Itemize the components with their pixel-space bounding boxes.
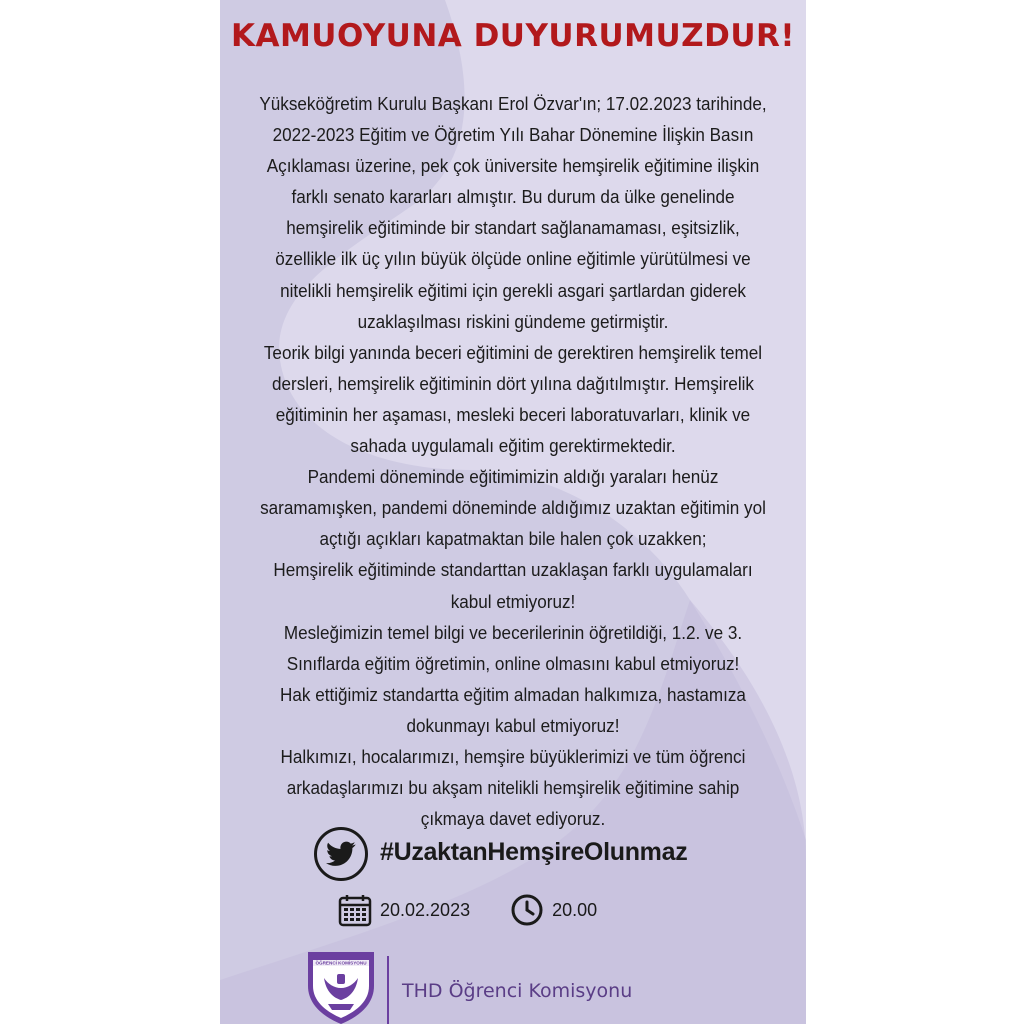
paragraph: Hak ettiğimiz standartta eğitim almadan halkımıza, hastamıza dokunmayı kabul etmiyoruz! (280, 683, 746, 736)
twitter-icon (314, 827, 368, 881)
paragraph: Mesleğimizin temel bilgi ve becerilerinin öğretildiği, 1.2. ve 3. Sınıflarda eğitim öğretimin, online olmasını kabul etmiyoruz! (283, 621, 743, 674)
divider (387, 956, 389, 1024)
event-info (338, 892, 597, 928)
paragraph: Yükseköğretim Kurulu Başkanı Erol Özvar'ın; 17.02.2023 tarihinde, 2022-2023 Eğitim ve Öğretim Yılı Bahar Dönemine İlişkin Basın Açıklaması üzerine, pek çok üniversite hemşirelik eğitimine ilişkin farklı senato kararları almıştır. Bu durum da ülke genelinde hemşirelik eğitiminde bir standart sağlanamaması, eşitsizlik, özellikle ilk üç yılın büyük ölçüde online eğitimle yürütülmesi ve nitelikli hemşirelik eğitimi için gerekli asgari şartlardan giderek uzaklaşılması riskini gündeme getirmiştir. (259, 93, 767, 332)
paragraph: Pandemi döneminde eğitimimizin aldığı yaraları henüz saramamışken, pandemi döneminde aldığımız uzaktan eğitimin yol açtığı açıkları kapatmaktan bile halen çok uzakken; (260, 466, 766, 550)
paragraph: Halkımızı, hocalarımızı, hemşire büyüklerimizi ve tüm öğrenci arkadaşlarımızı bu akşam nitelikli hemşirelik eğitimine sahip çıkmaya davet ediyoruz. (280, 745, 746, 830)
announcement-body (254, 88, 771, 834)
organization-name: THD Öğrenci Komisyonu (402, 980, 633, 1002)
logo-shield (304, 948, 378, 1024)
event-time: 20.00 (552, 899, 598, 920)
clock-icon (510, 893, 544, 927)
poster (220, 0, 806, 1024)
hashtag: #UzaktanHemşireOlunmaz (380, 838, 688, 866)
event-date: 20.02.2023 (380, 899, 471, 920)
paragraph: Hemşirelik eğitiminde standarttan uzaklaşan farklı uygulamaları kabul etmiyoruz! (273, 559, 753, 612)
calendar-icon (338, 893, 372, 927)
page-title: KAMUOYUNA DUYURUMUZDUR! (230, 18, 796, 54)
logo-text: ÖĞRENCİ KOMİSYONU (315, 960, 367, 966)
paragraph: Teorik bilgi yanında beceri eğitimini de gerektiren hemşirelik temel dersleri, hemşirelik eğitiminin dört yılına dağıtılmıştır. Hemşirelik eğitiminin her aşaması, mesleki beceri laboratuvarları, klinik ve sahada uygulamalı eğitim gerektirmektedir. (263, 341, 763, 457)
